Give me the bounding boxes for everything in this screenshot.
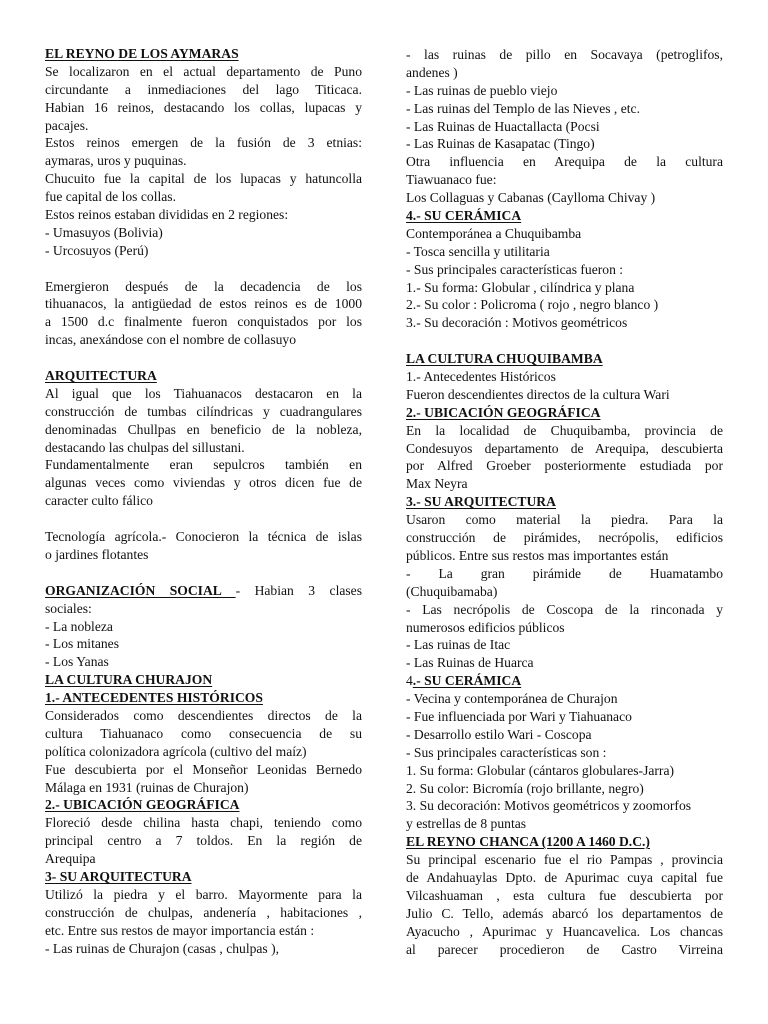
section-heading — [406, 833, 723, 851]
text-line: Su principal escenario fue el rio Pampas , provincia — [406, 852, 723, 868]
text-line: Condesuyos departamento de Arequipa, descubierta — [406, 440, 723, 456]
text-line: de Andahuaylas Dpto. de Apurimac cuya capital fue — [406, 869, 723, 885]
text-line: Fue descubierta por el Monseñor Leonidas Bernedo — [45, 761, 362, 777]
text-line: - Las Ruinas de Huactallacta (Pocsi — [406, 118, 600, 134]
text-line: - Las ruinas del Templo de las Nieves , etc. — [406, 100, 640, 116]
text-line: Málaga en 1931 (ruinas de Churajon) — [45, 779, 249, 795]
text-line: Otra influencia en Arequipa de la cultura — [406, 154, 723, 170]
text-line: Fueron descendientes directos de la cultura Wari — [406, 386, 670, 402]
heading-text: 4.- SU CERÁMICA — [406, 208, 522, 224]
text-line: Vilcashuaman , esta cultura fue descubierta por — [406, 887, 723, 903]
text-line: principal centro a 7 toldos. En la región de — [45, 833, 362, 849]
text-line: Se localizaron en el actual departamento de Puno — [45, 63, 362, 79]
text-line: Los Collaguas y Cabanas (Caylloma Chivay ) — [406, 190, 656, 206]
heading-text: 3.- SU ARQUITECTURA — [406, 494, 556, 510]
inline-heading: ORGANIZACIÓN SOCIAL — [45, 582, 236, 598]
section-heading — [45, 689, 362, 707]
text-line: - Las ruinas de Itac — [406, 637, 511, 653]
section-heading — [45, 868, 362, 886]
text-line: - La nobleza — [45, 618, 113, 634]
text-line: circundante a inmediaciones del lago Titicaca. — [45, 81, 362, 97]
text-line: incas, anexándose con el nombre de collasuyo — [45, 332, 297, 348]
text-line: - Vecina y contemporánea de Churajon — [406, 691, 618, 707]
text-line: Usaron como material la piedra. Para la — [406, 512, 723, 528]
heading-text: 2.- UBICACIÓN GEOGRÁFICA — [45, 797, 240, 813]
text-line: - Los mitanes — [45, 636, 119, 652]
text-line: - Desarrollo estilo Wari - Coscopa — [406, 726, 592, 742]
text-line: Arequipa — [45, 851, 96, 867]
blank-line — [45, 510, 362, 528]
heading-text: 2.- UBICACIÓN GEOGRÁFICA — [406, 404, 601, 420]
text-line: aymaras, uros y puquinas. — [45, 153, 187, 169]
text-line: - Las ruinas de Churajon (casas , chulpas ), — [45, 940, 280, 956]
text-line: tihuanacos, la antigüedad de estos reinos es de 1000 — [45, 296, 362, 312]
heading-text: EL REYNO DE LOS AYMARAS — [45, 46, 239, 61]
section-heading — [45, 45, 362, 63]
text-line: por Alfred Groeber posteriormente estudiada por — [406, 458, 723, 474]
section-heading — [45, 796, 362, 814]
text-line: - Umasuyos (Bolivia) — [45, 224, 163, 240]
text-line: o jardines flotantes — [45, 546, 149, 562]
right-column — [406, 46, 723, 958]
text-line: En la localidad de Chuquibamba, provincia de — [406, 422, 723, 438]
blank-line — [45, 260, 362, 278]
heading-text: EL REYNO CHANCA (1200 A 1460 D.C.) — [406, 834, 650, 850]
text-line: - Las ruinas de pueblo viejo — [406, 82, 558, 98]
section-heading — [406, 207, 723, 225]
text-line: Julio C. Tello, además abarcó los departamentos de — [406, 905, 723, 921]
text-line: - Tosca sencilla y utilitaria — [406, 243, 550, 259]
text-line: destacando las chulpas del sillustani. — [45, 439, 245, 455]
text-line: Tiawuanaco fue: — [406, 172, 497, 188]
text-line: Tecnología agrícola.- Conocieron la técnica de islas — [45, 529, 362, 545]
text-line: caracter culto fálico — [45, 493, 153, 509]
text-line: - Sus principales características son : — [406, 744, 607, 760]
section-heading — [406, 350, 723, 368]
text-line: 1.- Antecedentes Históricos — [406, 369, 556, 385]
text-line: Contemporánea a Chuquibamba — [406, 225, 582, 241]
text-line — [45, 582, 362, 600]
text-line: - Fue influenciada por Wari y Tiahuanaco — [406, 708, 632, 724]
text-line: sociales: — [45, 600, 92, 616]
blank-line — [45, 564, 362, 582]
section-heading — [45, 671, 362, 689]
blank-line — [406, 332, 723, 350]
heading-text: .- SU CERÁMICA — [412, 673, 522, 689]
text-line: - Los Yanas — [45, 654, 109, 670]
text-line: 2.- Su color : Policroma ( rojo , negro blanco ) — [406, 297, 659, 313]
text-line: numerosos edificios públicos — [406, 619, 565, 635]
text-line: Emergieron después de la decadencia de los — [45, 278, 362, 294]
text-line: (Chuquibamaba) — [406, 583, 498, 599]
heading-text: 3- SU ARQUITECTURA — [45, 868, 192, 884]
text-line: denominadas Chullpas en beneficio de la nobleza, — [45, 421, 362, 437]
text-line: públicos. Entre sus restos mas importantes están — [406, 547, 669, 563]
heading-text: ARQUITECTURA — [45, 368, 157, 384]
text-line: - La gran pirámide de Huamatambo — [406, 565, 723, 581]
text-line: - las ruinas de pillo en Socavaya (petroglifos, — [406, 47, 723, 62]
text-line: - Sus principales características fueron : — [406, 261, 624, 277]
text-line: etc. Entre sus restos de mayor importancia están : — [45, 922, 315, 938]
text-line: y estrellas de 8 puntas — [406, 816, 527, 832]
text-line: Ayacucho , Apurimac y Huancavelica. Los chancas — [406, 923, 723, 939]
left-column — [45, 45, 362, 957]
text-line: política colonizadora agrícola (cultivo del maíz) — [45, 743, 307, 759]
text-line: cultura Tiahuanaco como consecuencia de su — [45, 725, 362, 741]
section-heading — [406, 493, 723, 511]
text-line: 3.- Su decoración : Motivos geométricos — [406, 315, 628, 331]
section-heading — [406, 404, 723, 422]
line-text: - Habian 3 clases — [235, 582, 362, 598]
text-line: Floreció desde chilina hasta chapi, teniendo como — [45, 815, 362, 831]
text-line: - Las Ruinas de Kasapatac (Tingo) — [406, 136, 595, 152]
text-line: construcción de tumbas cilíndricas y cuadrangulares — [45, 403, 362, 419]
text-line: Estos reinos estaban divididas en 2 regiones: — [45, 207, 289, 223]
text-line: Chucuito fue la capital de los lupacas y hatuncolla — [45, 171, 362, 187]
text-line: - Las necrópolis de Coscopa de la rinconada y — [406, 601, 723, 617]
section-heading — [45, 367, 362, 385]
text-line: Fundamentalmente eran sepulcros también en — [45, 457, 362, 473]
text-line: 2. Su color: Bicromía (rojo brillante, negro) — [406, 780, 644, 796]
text-line: fue capital de los collas. — [45, 189, 176, 205]
text-line: construcción de pirámides, necrópolis, edificios — [406, 530, 723, 546]
heading-text: 1.- ANTECEDENTES HISTÓRICOS — [45, 690, 263, 706]
text-line: pacajes. — [45, 117, 89, 133]
text-line: Considerados como descendientes directos de la — [45, 707, 362, 723]
section-heading — [406, 672, 723, 690]
text-line: a 1500 d.c finalmente fueron conquistados por los — [45, 314, 362, 330]
text-line: Utilizó la piedra y el barro. Mayormente para la — [45, 886, 362, 902]
heading-text: LA CULTURA CHUQUIBAMBA — [406, 351, 603, 367]
text-line: al parecer procedieron de Castro Virreina — [406, 941, 723, 957]
text-line: Max Neyra — [406, 476, 468, 492]
text-line: 1. Su forma: Globular (cántaros globulares-Jarra) — [406, 762, 675, 778]
heading-prefix: 4 — [406, 673, 413, 689]
text-line: andenes ) — [406, 64, 458, 80]
text-line: - Las Ruinas de Huarca — [406, 655, 534, 671]
blank-line — [45, 349, 362, 367]
text-line: algunas veces como viviendas y otros dicen fue de — [45, 475, 362, 491]
text-line: construcción de chulpas, andenería , habitaciones , — [45, 904, 362, 920]
text-line: Al igual que los Tiahuanacos destacaron en la — [45, 385, 362, 401]
heading-text: LA CULTURA CHURAJON — [45, 672, 213, 688]
text-line: Habian 16 reinos, destacando los collas, lupacas y — [45, 99, 362, 115]
text-line: Estos reinos emergen de la fusión de 3 etnias: — [45, 135, 362, 151]
text-line: 3. Su decoración: Motivos geométricos y zoomorfos — [406, 798, 692, 814]
text-line: - Urcosuyos (Perú) — [45, 242, 149, 258]
text-line: 1.- Su forma: Globular , cilíndrica y plana — [406, 279, 635, 295]
